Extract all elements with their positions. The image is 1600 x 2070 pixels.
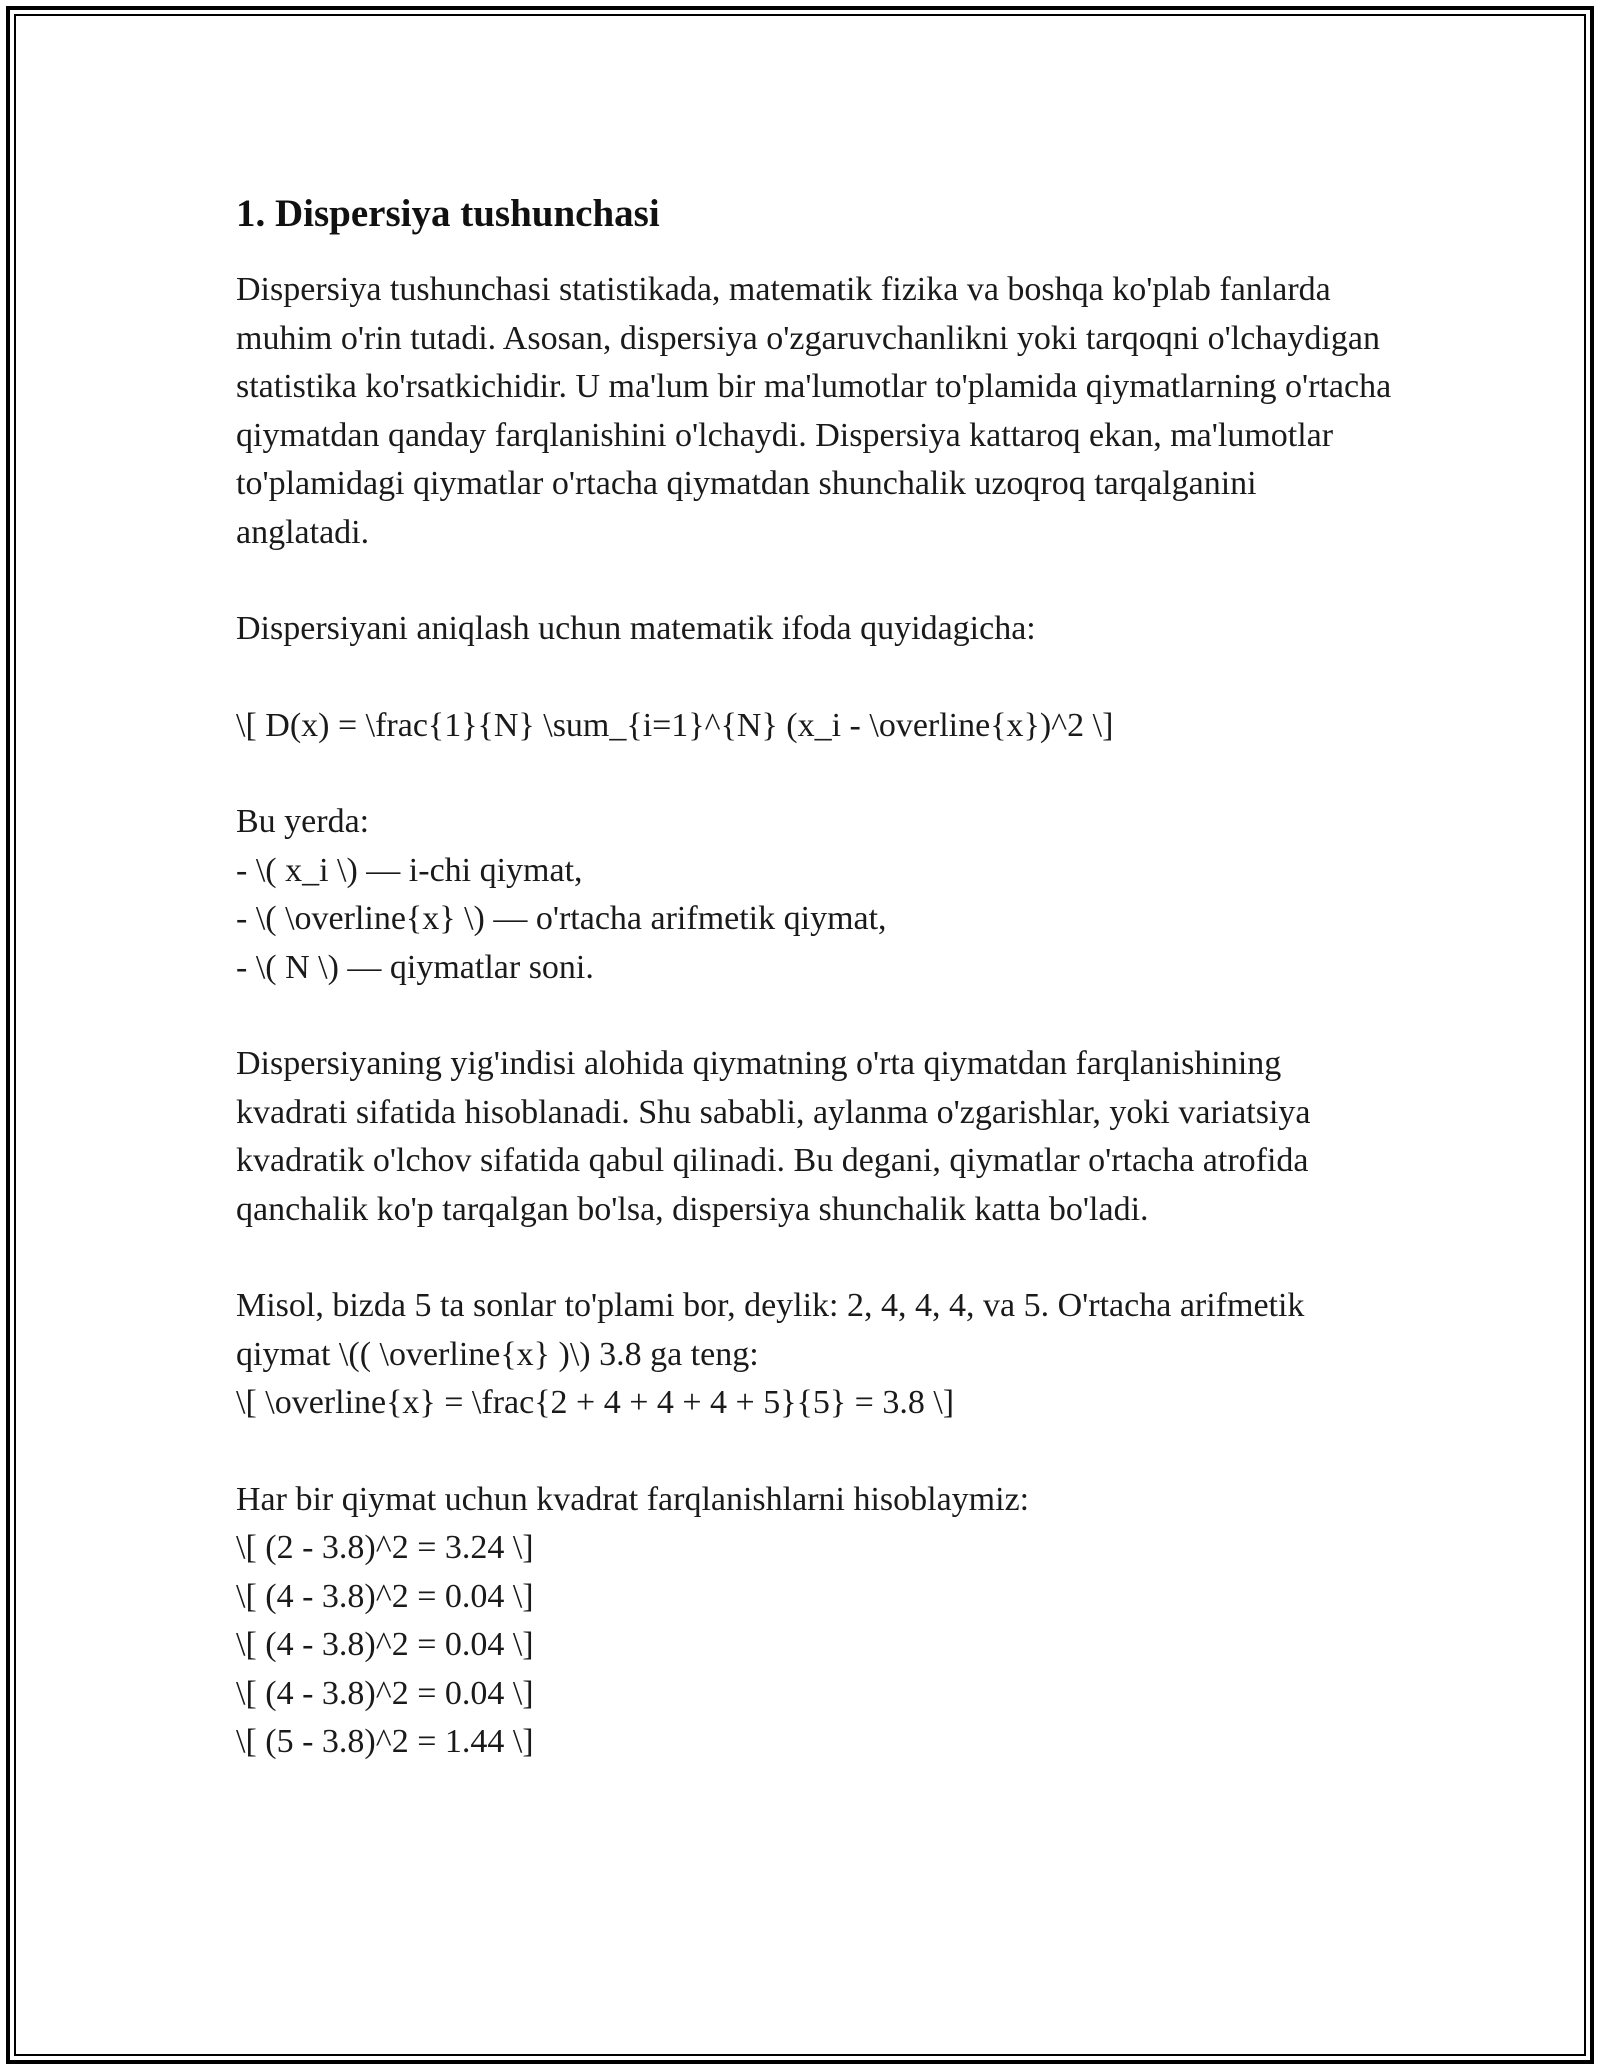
- variance-formula: \[ D(x) = \frac{1}{N} \sum_{i=1}^{N} (x_i - \overline{x})^2 \]: [236, 706, 1114, 744]
- definition-item: - \( N \) — qiymatlar soni.: [236, 948, 594, 986]
- squares-block: [236, 1476, 1396, 1767]
- definitions-block: [236, 798, 1396, 992]
- definition-item: - \( \overline{x} \) — o'rtacha arifmetik qiymat,: [236, 900, 887, 937]
- definition-item: - \( x_i \) — i-chi qiymat,: [236, 851, 583, 889]
- formula-intro-paragraph: Dispersiyani aniqlash uchun matematik ifoda quyidagicha:: [236, 610, 1036, 647]
- example-block: [236, 1282, 1396, 1428]
- square-diff-formula: \[ (4 - 3.8)^2 = 0.04 \]: [236, 1626, 534, 1663]
- example-text: Misol, bizda 5 ta sonlar to'plami bor, deylik: 2, 4, 4, 4, va 5. O'rtacha arifmetik qiymat \(( \overline{x} )\) 3.8 ga teng:: [236, 1287, 1305, 1373]
- definitions-intro: Bu yerda:: [236, 803, 370, 840]
- section-heading: 1. Dispersiya tushunchasi: [236, 192, 660, 235]
- square-diff-formula: \[ (4 - 3.8)^2 = 0.04 \]: [236, 1577, 534, 1615]
- square-diff-formula: \[ (2 - 3.8)^2 = 3.24 \]: [236, 1529, 534, 1566]
- square-diff-formula: \[ (4 - 3.8)^2 = 0.04 \]: [236, 1674, 534, 1712]
- explanation-paragraph: Dispersiyaning yig'indisi alohida qiymatning o'rta qiymatdan farqlanishining kvadrati sifatida hisoblanadi. Shu sababli, aylanma o'zgarishlar, yoki variatsiya kvadratik o'lchov sifatida qabul qilinadi. Bu degani, qiymatlar o'rtacha atrofida qanchalik ko'p tarqalgan bo'lsa, dispersiya shunchalik katta bo'ladi.: [236, 1045, 1311, 1228]
- square-diff-formula: \[ (5 - 3.8)^2 = 1.44 \]: [236, 1723, 534, 1760]
- intro-paragraph: Dispersiya tushunchasi statistikada, matematik fizika va boshqa ko'plab fanlarda muhim o'rin tutadi. Asosan, dispersiya o'zgaruvchanlikni yoki tarqoqni o'lchaydigan statistika ko'rsatkichidir. U ma'lum bir ma'lumotlar to'plamida qiymatlarning o'rtacha qiymatdan qanday farqlanishini o'lchaydi. Dispersiya kattaroq ekan, ma'lumotlar to'plamidagi qiymatlar o'rtacha qiymatdan shunchalik uzoqroq tarqalganini anglatadi.: [236, 271, 1392, 551]
- document-body: [236, 186, 1396, 1815]
- mean-formula: \[ \overline{x} = \frac{2 + 4 + 4 + 4 + 5}{5} = 3.8 \]: [236, 1384, 955, 1421]
- squares-intro: Har bir qiymat uchun kvadrat farqlanishlarni hisoblaymiz:: [236, 1480, 1030, 1518]
